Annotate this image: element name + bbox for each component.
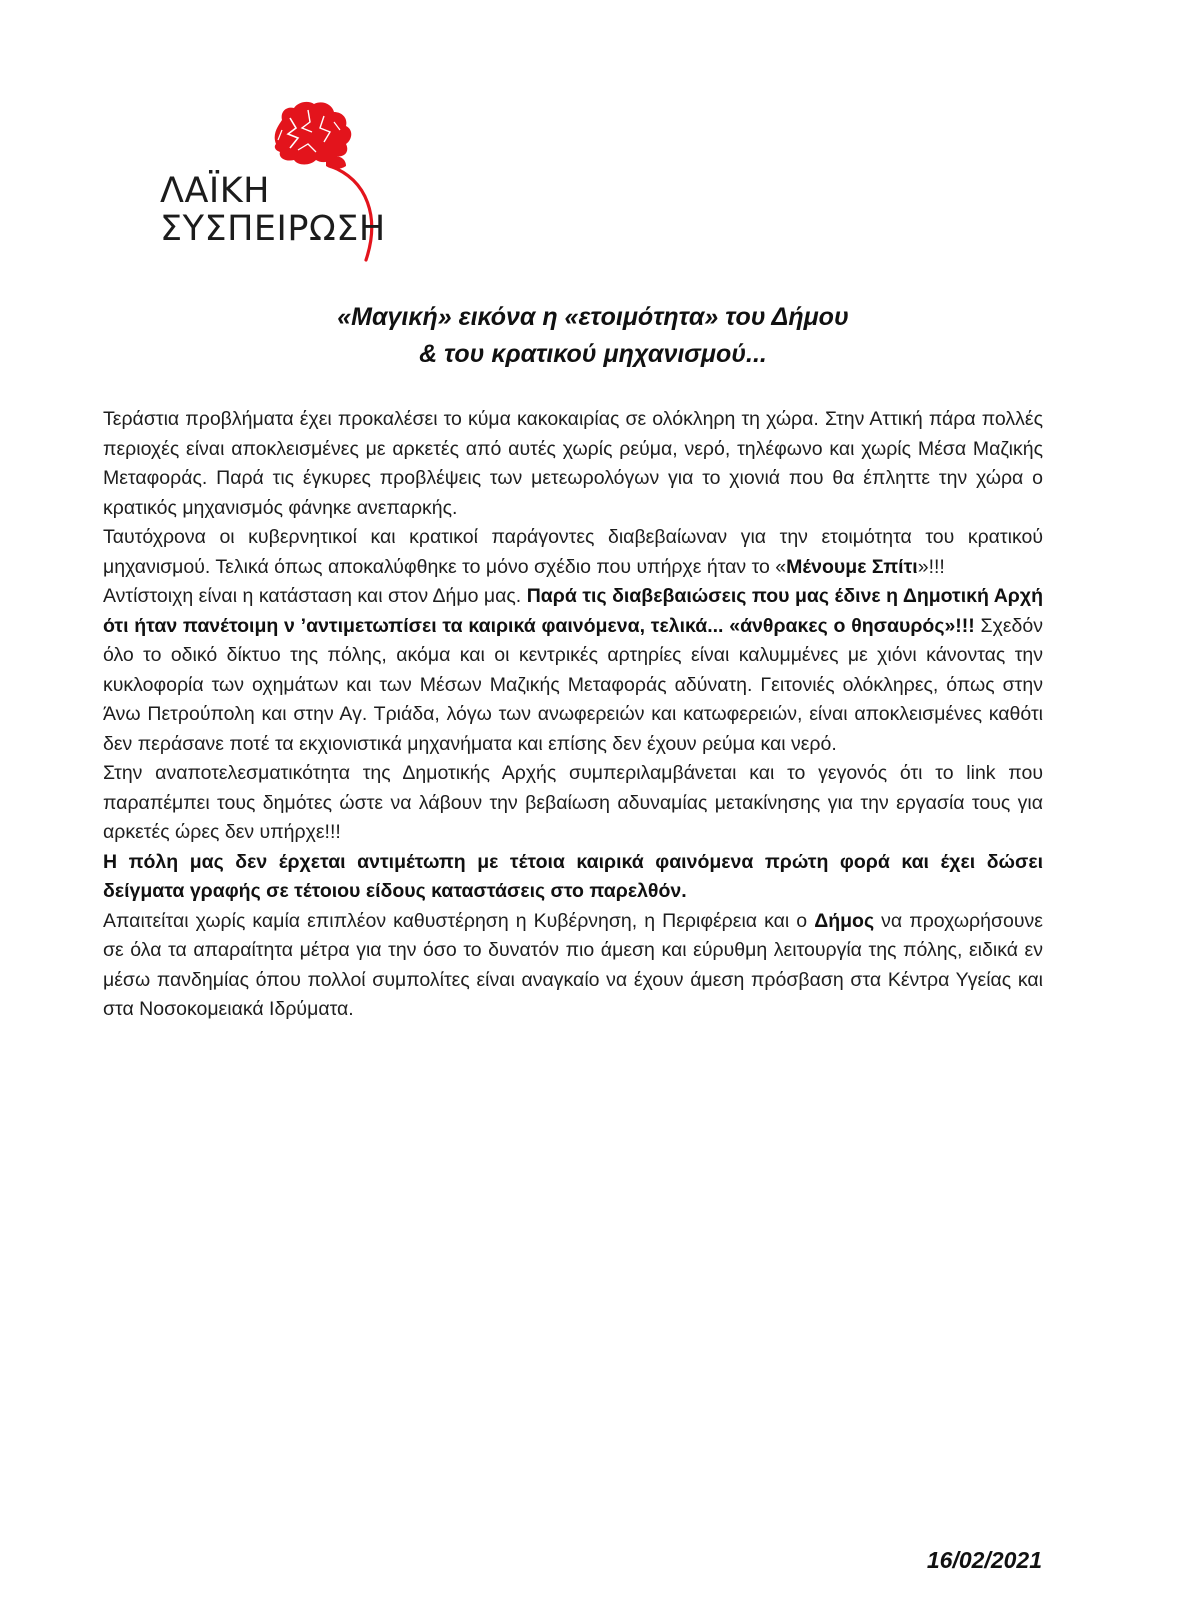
paragraph-2 xyxy=(103,523,1043,582)
logo-line-2: ΣΥΣΠΕΙΡΩΣΗ xyxy=(160,209,386,249)
title-line-2: & του κρατικού μηχανισμού... xyxy=(419,340,767,368)
logo-text xyxy=(160,172,386,248)
paragraph-5 xyxy=(103,848,1043,907)
paragraph-3 xyxy=(103,582,1043,759)
paragraph-6-end: να προχωρήσουνε σε όλα τα απαραίτητα μέτρα για την όσο το δυνατόν πιο άμεση και εύρυθμη λειτουργία της πόλης, ειδικά εν μέσω πανδημίας όπου πολλοί συμπολίτες είναι αναγκαίο να έχουν άμεση πρόσβαση στα Κέντρα Υγείας και στα Νοσοκομειακά Ιδρύματα. xyxy=(103,909,1043,1020)
document-title xyxy=(0,299,1186,373)
document-body xyxy=(103,405,1043,1025)
paragraph-2-end: »!!! xyxy=(917,555,945,578)
paragraph-5-bold: Η πόλη μας δεν έρχεται αντιμέτωπη με τέτοια καιρικά φαινόμενα πρώτη φορά και έχει δώσει δείγματα γραφής σε τέτοιου είδους καταστάσεις στο παρελθόν. xyxy=(103,850,1043,902)
logo-line-1: ΛΑΪΚΗ xyxy=(160,171,270,211)
paragraph-3-text: Αντίστοιχη είναι η κατάσταση και στον Δήμο μας. xyxy=(103,585,527,607)
document-date: 16/02/2021 xyxy=(926,1547,1042,1573)
organization-logo xyxy=(160,100,400,270)
paragraph-2-text: Ταυτόχρονα οι κυβερνητικοί και κρατικοί παράγοντες διαβεβαίωναν για την ετοιμότητα του κρατικού μηχανισμού. Τελικά όπως αποκαλύφθηκε το μόνο σχέδιο που υπήρχε ήταν το « xyxy=(103,526,1043,578)
paragraph-6-bold: Δήμος xyxy=(814,909,875,932)
paragraph-3-end: Σχεδόν όλο το οδικό δίκτυο της πόλης, ακόμα και οι κεντρικές αρτηρίες είναι καλυμμένες με χιόνι κάνοντας την κυκλοφορία των οχημάτων και των Μέσων Μαζικής Μεταφοράς αδύνατη. Γειτονιές ολόκληρες, όπως στην Άνω Πετρούπολη και στην Αγ. Τριάδα, λόγω των ανωφερειών και κατωφερειών, είναι αποκλεισμένες καθότι δεν περάσανε ποτέ τα εκχιονιστικά μηχανήματα και επίσης δεν έχουν ρεύμα και νερό. xyxy=(103,614,1043,755)
paragraph-4: Στην αναποτελεσματικότητα της Δημοτικής Αρχής συμπεριλαμβάνεται και το γεγονός ότι το link που παραπέμπει τους δημότες ώστε να λάβουν την βεβαίωση αδυναμίας μετακίνησης για την εργασία τους για αρκετές ώρες δεν υπήρχε!!! xyxy=(103,762,1043,843)
paragraph-3-bold: Παρά τις διαβεβαιώσεις που μας έδινε η Δημοτική Αρχή ότι ήταν πανέτοιμη ν ’αντιμετωπίσει τα καιρικά φαινόμενα, τελικά... «άνθρακες ο θησαυρός»!!! xyxy=(103,585,1043,637)
title-line-1: «Μαγική» εικόνα η «ετοιμότητα» του Δήμου xyxy=(337,303,849,331)
paragraph-6 xyxy=(103,907,1043,1025)
paragraph-6-text: Απαιτείται χωρίς καμία επιπλέον καθυστέρηση η Κυβέρνηση, η Περιφέρεια και ο xyxy=(103,909,815,932)
paragraph-1: Τεράστια προβλήματα έχει προκαλέσει το κύμα κακοκαιρίας σε ολόκληρη τη χώρα. Στην Αττική πάρα πολλές περιοχές είναι αποκλεισμένες με αρκετές από αυτές χωρίς ρεύμα, νερό, τηλέφωνο και χωρίς Μέσα Μαζικής Μεταφοράς. Παρά τις έγκυρες προβλέψεις των μετεωρολόγων για το χιονιά που θα έπληττε την χώρα ο κρατικός μηχανισμός φάνηκε ανεπαρκής. xyxy=(103,408,1043,519)
paragraph-2-bold: Μένουμε Σπίτι xyxy=(786,555,918,578)
